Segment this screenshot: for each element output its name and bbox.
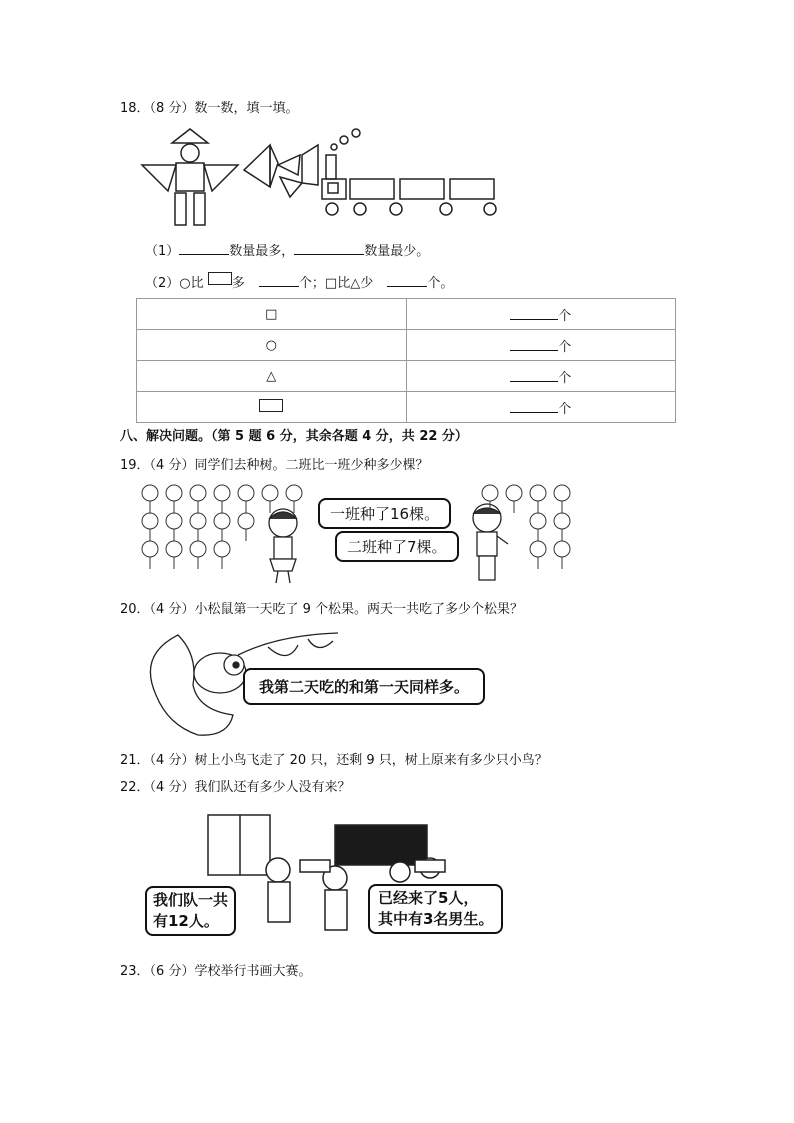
count-cell bbox=[406, 361, 676, 392]
q19-bubble-2: 二班种了7棵。 bbox=[335, 531, 459, 562]
q20-title: 20．（4 分）小松鼠第一天吃了 9 个松果。两天一共吃了多少个松果？ bbox=[120, 602, 523, 617]
unit-label: 个 bbox=[558, 339, 572, 355]
q18-line2-d: 个。 bbox=[427, 276, 454, 291]
q18-title: 18．（8 分）数一数，填一填。 bbox=[120, 101, 299, 116]
q18-line1-label: （1） bbox=[145, 244, 180, 259]
shape-count-table bbox=[136, 298, 676, 423]
count-cell bbox=[406, 330, 676, 361]
unit-label: 个 bbox=[558, 370, 572, 386]
shape-rectangle bbox=[137, 392, 407, 423]
shape-triangle: △ bbox=[137, 361, 407, 392]
section8-title: 八、解决问题。（第 5 题 6 分，其余各题 4 分，共 22 分） bbox=[120, 429, 468, 444]
q22-bubble-1-line1: 我们队一共 bbox=[153, 891, 229, 909]
q18-line1 bbox=[145, 240, 429, 259]
table-row bbox=[137, 392, 676, 423]
count-blank[interactable] bbox=[510, 400, 558, 413]
count-cell bbox=[406, 392, 676, 423]
q18-line2 bbox=[145, 272, 453, 291]
q18-line2-a: （2）○比 bbox=[145, 276, 204, 291]
q23-title: 23．（6 分）学校举行书画大赛。 bbox=[120, 964, 312, 979]
q19-bubble-1: 一班种了16棵。 bbox=[318, 498, 451, 529]
q18-line2-b: 多 bbox=[231, 276, 245, 291]
blank-diff2[interactable] bbox=[387, 274, 427, 287]
count-cell bbox=[406, 299, 676, 330]
q21-title: 21．（4 分）树上小鸟飞走了 20 只，还剩 9 只，树上原来有多少只小鸟？ bbox=[120, 753, 548, 768]
shape-circle: ○ bbox=[137, 330, 407, 361]
table-row bbox=[137, 330, 676, 361]
q18-line2-c: 个；□比△少 bbox=[298, 276, 374, 291]
girl-illustration bbox=[258, 505, 308, 585]
q22-bubble-1 bbox=[145, 886, 236, 936]
rect-shape-icon bbox=[259, 399, 283, 412]
q22-title: 22．（4 分）我们队还有多少人没有来？ bbox=[120, 780, 351, 795]
q19-title: 19．（4 分）同学们去种树。二班比一班少种多少棵？ bbox=[120, 458, 429, 473]
rect-shape-icon bbox=[208, 272, 232, 285]
table-row bbox=[137, 361, 676, 392]
q18-line1-least: 数量最少。 bbox=[364, 244, 430, 259]
shapes-figure bbox=[140, 125, 500, 230]
unit-label: 个 bbox=[558, 308, 572, 324]
blank-most[interactable] bbox=[179, 242, 229, 255]
blank-least[interactable] bbox=[294, 242, 364, 255]
blank-diff1[interactable] bbox=[259, 274, 299, 287]
table-row bbox=[137, 299, 676, 330]
q22-bubble-2 bbox=[368, 884, 503, 934]
count-blank[interactable] bbox=[510, 369, 558, 382]
q22-bubble-1-line2: 有12人。 bbox=[153, 912, 219, 930]
shape-square: □ bbox=[137, 299, 407, 330]
q22-bubble-2-line1: 已经来了5人， bbox=[378, 889, 479, 907]
q18-line1-most: 数量最多， bbox=[229, 244, 295, 259]
trees-right-illustration bbox=[478, 483, 583, 573]
count-blank[interactable] bbox=[510, 338, 558, 351]
count-blank[interactable] bbox=[510, 307, 558, 320]
q22-bubble-2-line2: 其中有3名男生。 bbox=[378, 910, 494, 928]
q20-bubble: 我第二天吃的和第一天同样多。 bbox=[243, 668, 485, 705]
unit-label: 个 bbox=[558, 401, 572, 417]
